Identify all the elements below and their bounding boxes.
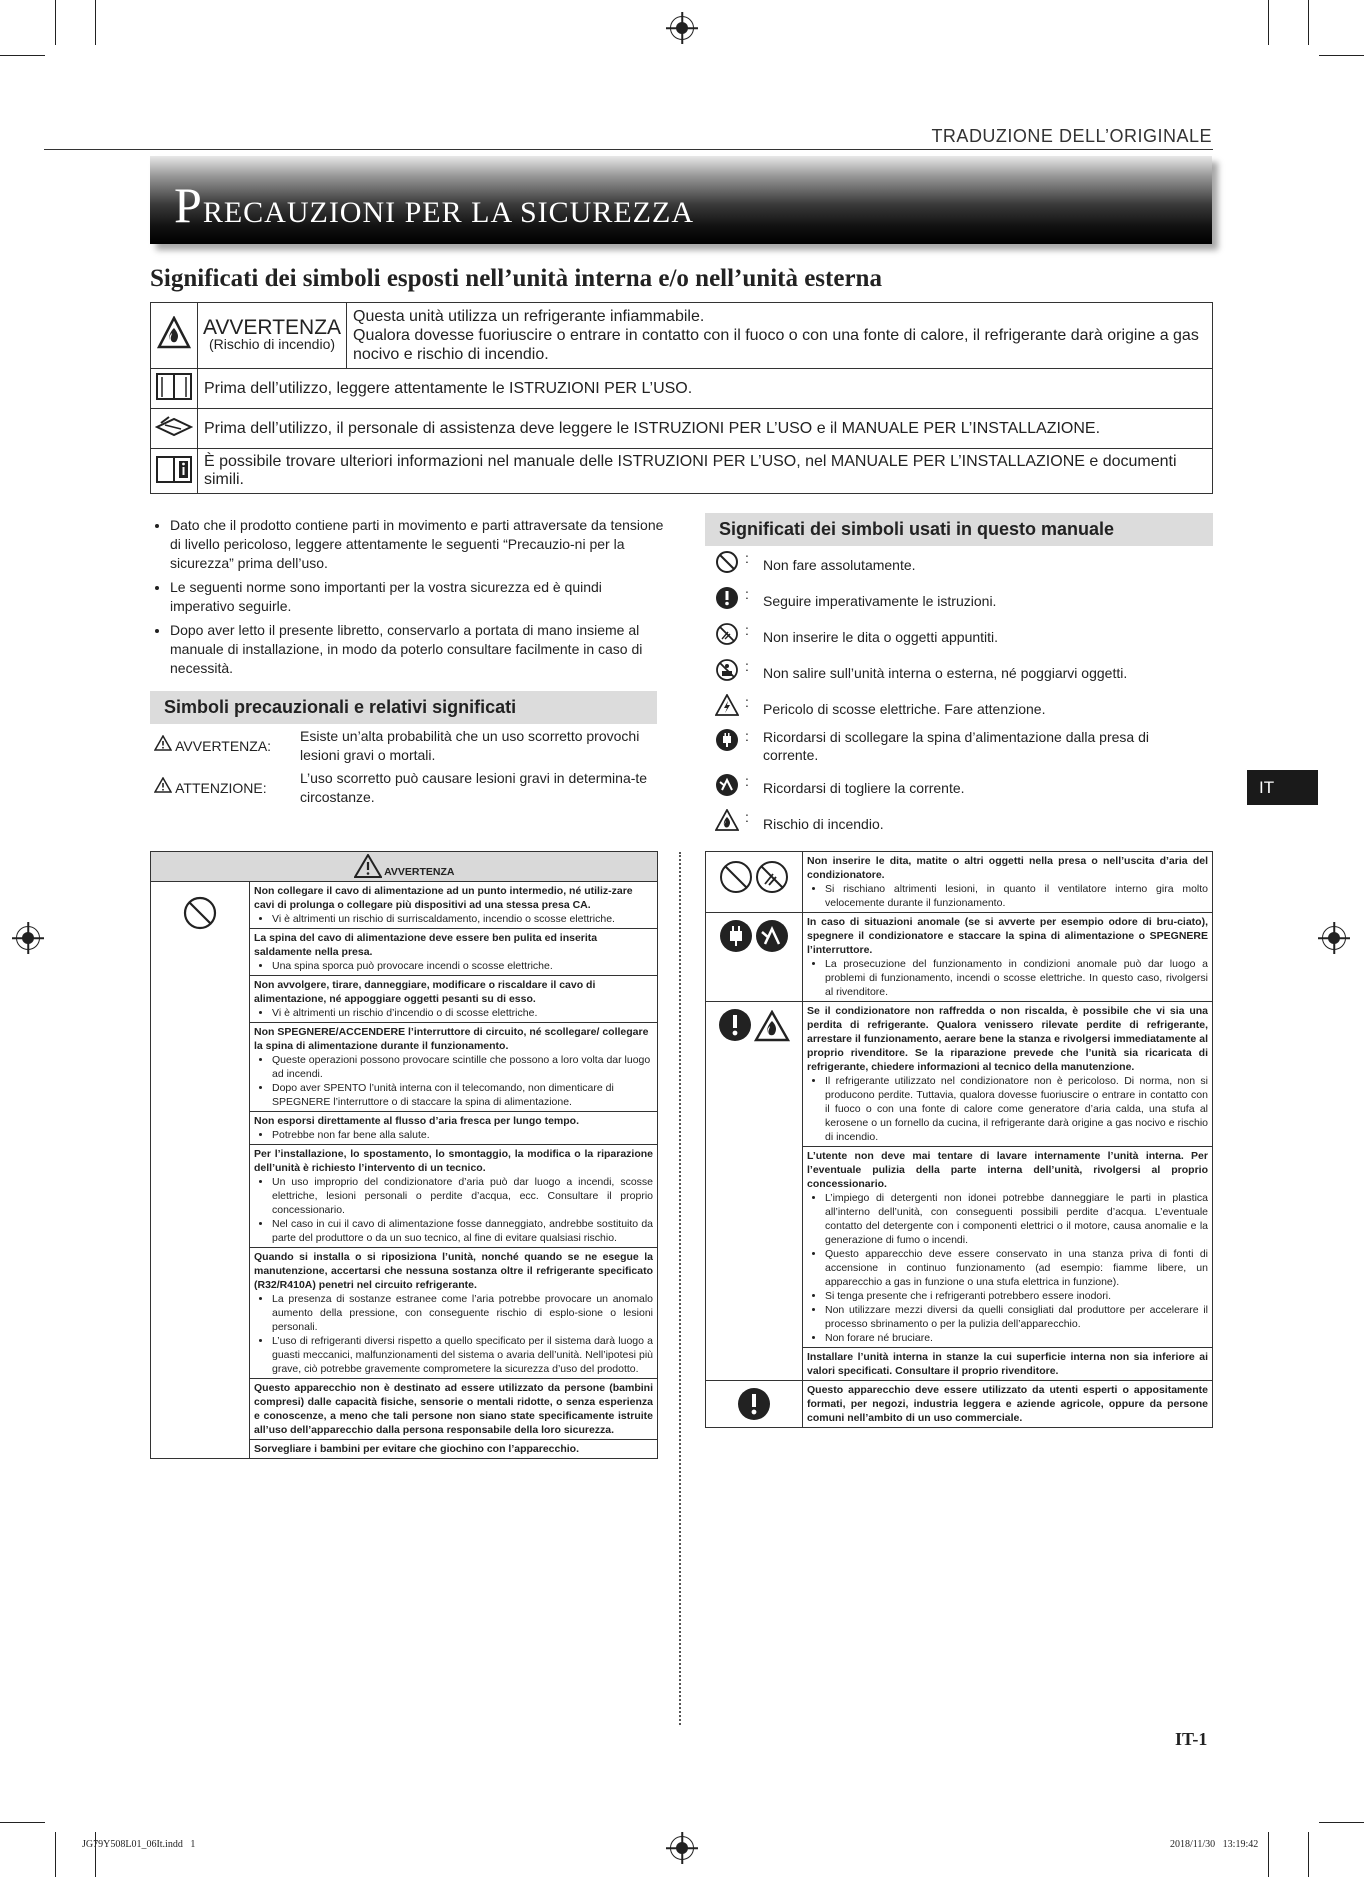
warning-item: Installare l’unità interna in stanze la cui superficie interna non sia inferiore ai valori specificati. Consultare il proprio rivenditore. — [803, 1348, 1213, 1381]
warning-item: In caso di situazioni anomale (se si avverte per esempio odore di bru-ciato), spegnere il condizionatore e staccare la spina di alimentazione o SPEGNERE l’interruttore. • La prosecuzione del funzionamento in condizioni anomale può dar luogo a problemi di funzionamento, incendi o scosse elettriche. In questo caso, rivolgersi al rivenditore. — [803, 913, 1213, 1002]
registration-mark-icon — [670, 1836, 694, 1860]
footer-timestamp: 2018/11/30 13:19:42 — [1170, 1839, 1259, 1850]
crop-mark — [1268, 1832, 1269, 1877]
list-item: : Non inserire le dita o oggetti appuntiti. — [715, 622, 1195, 649]
icon-cell — [706, 852, 803, 913]
crop-mark — [95, 0, 96, 45]
table-row — [151, 409, 1213, 449]
warning-item: Non SPEGNERE/ACCENDERE l’interruttore di circuito, né scollegare/ collegare la spina di alimentazione durante il funzionamento. • Queste operazioni possono provocare scintille che possono a loro volta dar luogo ad incendi. • Dopo aver SPENTO l’unità interna con il telecomando, non dimenticare di SPEGNERE l’interruttore o di staccare la spina di alimentazione. — [250, 1023, 658, 1112]
fire-warning-cell — [151, 303, 198, 369]
more-info-text: È possibile trovare ulteriori informazioni nel manuale delle ISTRUZIONI PER L’USO, nel MANUALE PER L’INSTALLAZIONE e documenti simili. — [198, 449, 1213, 494]
crop-mark — [55, 0, 56, 45]
crop-mark — [1319, 55, 1364, 56]
table-row — [151, 369, 1213, 409]
page-number: IT-1 — [1175, 1729, 1208, 1749]
list-item: • Le seguenti norme sono importanti per la vostra sicurezza ed è quindi imperativo seguirle. — [170, 578, 670, 616]
unplug-icon — [719, 919, 753, 953]
warning-header: AVVERTENZA — [151, 852, 658, 882]
fire-risk-icon — [715, 809, 739, 831]
mandatory-icon — [718, 1008, 752, 1042]
intro-bullet-list — [150, 516, 670, 683]
avvertenza-text: Esiste un’alta probabilità che un uso scorretto provochi lesioni gravi o mortali. — [300, 728, 640, 763]
list-item: : Seguire imperativamente le istruzioni. — [715, 586, 1195, 613]
manual-symbols-list — [715, 550, 1195, 843]
warning-item: Se il condizionatore non raffredda o non riscalda, è possibile che vi sia una perdita di refrigerante. Qualora venissero rilevate perdite di refrigerante, arrestare il funzionamento, aerare bene la stanza e rivolgersi immediatamente al proprio rivenditore. Se la riparazione prevede che l’unità sia ricaricata di refrigerante, chiedere informazioni al tecnico della manutenzione. • Il refrigerante utilizzato nel condizionatore non è pericoloso. Di norma, non si producono perdite. Tuttavia, qualora dovesse fuoriuscire o entrare in contatto con il fuoco o con una fonte di calore come generatore d’aria calda, una stufa al kerosene o un fornello da cucina, il refrigerante darà origine a gas nocivo e rischio di incendio. — [803, 1002, 1213, 1147]
flammable-text: Questa unità utilizza un refrigerante infiammabile. — [353, 308, 705, 325]
column-divider — [679, 852, 681, 1725]
read-manual-text: Prima dell’utilizzo, leggere attentamente le ISTRUZIONI PER L’USO. — [198, 369, 1213, 409]
no-fingers-icon — [755, 860, 789, 894]
info-manual-icon — [155, 454, 193, 484]
warning-item: Quando si installa o si riposiziona l’unità, nonché quando se ne esegue la manutenzione, accertarsi che nessuna sostanza oltre il refrigerante specificato (R32/R410A) penetri nel circuito refrigerante. • La presenza di sostanze estranee come l’aria potrebbe provocare un anomalo aumento della pressione, con conseguente rischio di esplo-sione o lesioni personali. • L’uso di refrigeranti diversi rispetto a quello specificato per il sistema darà luogo a guasti meccanici, malfunzionamenti del sistema o avaria dell’unità. Nell’ipotesi più grave, ciò potrebbe gravemente comprometere la sicurezza d’uso del prodotto. — [250, 1248, 658, 1379]
list-item: : Non salire sull’unità interna o esterna, né poggiarvi oggetti. — [715, 658, 1195, 685]
list-item: : Rischio di incendio. — [715, 809, 1195, 834]
prohibited-cell — [151, 882, 250, 1459]
warning-item: La spina del cavo di alimentazione deve essere ben pulita ed inserita saldamente nella presa. • Una spina sporca può provocare incendi o scosse elettriche. — [250, 929, 658, 976]
symbols-section-title: Significati dei simboli esposti nell’unità interna e/o nell’unità esterna — [150, 265, 882, 292]
warning-item: L’utente non deve mai tentare di lavare internamente l’unità interna. Per l’eventuale pulizia della parte interna dell’unità, rivolgersi al proprio concessionario. • L’impiego di detergenti non idonei potrebbe danneggiare le parti in plastica all’interno dell’unità, con conseguenti possibili perdite d’acqua. L’eventuale contatto del detergente con i componenti elettrici o il motore, causa anomalie e la generazione di fumo o incendi. • Questo apparecchio deve essere conservato in una stanza priva di fonti di accensione in continuo funzionamento (ad esempio: fiamme libere, un apparecchio a gas in funzione o una stufa elettrica in funzione). • Si tenga presente che i refrigeranti potrebbero essere inodori. • Non utilizzare mezzi diversi da quelli consigliati dal produttore per accelerare il processo sbrinamento o per la pulizia dell’apparecchio. • Non forare né bruciare. — [803, 1147, 1213, 1348]
list-item: : Non fare assolutamente. — [715, 550, 1195, 577]
power-off-icon — [715, 773, 739, 797]
crop-mark — [1308, 1832, 1309, 1877]
table-row — [706, 852, 1213, 913]
unplug-icon — [715, 728, 739, 752]
table-row — [151, 852, 658, 882]
list-item: : Pericolo di scosse elettriche. Fare attenzione. — [715, 694, 1195, 719]
warning-item: Sorvegliare i bambini per evitare che giochino con l’apparecchio. — [250, 1440, 658, 1459]
header-label: TRADUZIONE DELL’ORIGINALE — [931, 126, 1212, 146]
table-row — [151, 449, 1213, 494]
warning-triangle-icon — [154, 777, 172, 793]
crop-mark — [1319, 1822, 1364, 1823]
warning-triangle-icon — [154, 735, 172, 751]
precaution-item — [154, 727, 654, 807]
crop-mark — [0, 1822, 45, 1823]
table-row — [706, 913, 1213, 1002]
fire-risk-icon — [754, 1010, 790, 1042]
no-climb-icon — [715, 658, 739, 682]
list-item: • Dato che il prodotto contiene parti in movimento e parti attraversate da tensione di livello pericoloso, leggere attentamente le seguenti “Precauzio-ni per la sicurezza” prima dell’uso. — [170, 516, 670, 573]
service-manual-icon — [155, 413, 193, 439]
crop-mark — [0, 55, 45, 56]
crop-mark — [1308, 0, 1309, 45]
table-row — [151, 303, 1213, 369]
table-row — [706, 1002, 1213, 1147]
icon-cell — [706, 913, 803, 1002]
prohibited-icon — [719, 860, 753, 894]
fire-risk-sublabel: (Rischio di incendio) — [208, 335, 336, 352]
warning-triangle-icon — [354, 854, 382, 878]
electric-shock-icon — [715, 694, 739, 716]
mandatory-icon — [737, 1387, 771, 1421]
precaution-symbols-heading: Simboli precauzionali e relativi significati — [150, 691, 657, 724]
warning-item: Non collegare il cavo di alimentazione ad un punto intermedio, né utiliz-zare cavi di prolunga o collegare più dispositivi ad una stessa presa CA. • Vi è altrimenti un rischio di surriscaldamento, incendio o scosse elettriche. — [250, 882, 658, 929]
avvertenza-label: AVVERTENZA — [202, 315, 342, 339]
list-item: : Ricordarsi di togliere la corrente. — [715, 773, 1195, 800]
language-tab: IT — [1247, 770, 1318, 805]
warning-item: Questo apparecchio deve essere utilizzato da utenti esperti o appositamente formati, per negozi, industria leggera e aziende agricole, oppure da persone comuni nell’ambito di un uso commerciale. — [803, 1381, 1213, 1428]
warning-item: Questo apparecchio non è destinato ad essere utilizzato da persone (bambini compresi) dalle capacità fisiche, sensorie o mentali ridotte, o senza esperienza e conoscenze, a meno che tali persone non siano state specificamente istruite all’uso dell’apparecchio dalla persona responsabile della loro sicurezza. — [250, 1379, 658, 1440]
warning-item: Non inserire le dita, matite o altri oggetti nella presa o nell’uscita d’aria del condizionatore. • Si rischiano altrimenti lesioni, in quanto il ventilatore interno gira molto velocemente durante il funzionamento. — [803, 852, 1213, 913]
no-fingers-icon — [715, 622, 739, 646]
registration-mark-icon — [670, 16, 694, 40]
manual-symbols-heading: Significati dei simboli usati in questo manuale — [705, 513, 1213, 546]
service-manual-text: Prima dell’utilizzo, il personale di assistenza deve leggere le ISTRUZIONI PER L’USO e il MANUALE PER L’INSTALLAZIONE. — [198, 409, 1213, 449]
icon-cell — [706, 1381, 803, 1428]
attenzione-text: L’uso scorretto può causare lesioni gravi in determina-te circostanze. — [300, 770, 648, 805]
header-rule — [44, 149, 1213, 150]
registration-mark-icon — [1322, 926, 1346, 950]
warning-item: Non avvolgere, tirare, danneggiare, modificare o riscaldare il cavo di alimentazione, né appoggiare oggetti pesanti su di esso. • Vi è altrimenti un rischio d’incendio o di scosse elettriche. — [250, 976, 658, 1023]
prohibited-icon — [183, 896, 217, 930]
warning-item: Non esporsi direttamente al flusso d’aria fresca per lungo tempo. • Potrebbe non far bene alla salute. — [250, 1112, 658, 1145]
footer-filename: JG79Y508L01_06It.indd 1 — [82, 1839, 196, 1850]
read-manual-icon — [155, 371, 193, 401]
table-row — [706, 1381, 1213, 1428]
prohibited-icon — [715, 550, 739, 574]
warning-table-right — [705, 851, 1213, 1428]
mandatory-icon — [715, 586, 739, 610]
crop-mark — [55, 1832, 56, 1877]
table-row — [151, 882, 658, 929]
power-off-icon — [755, 919, 789, 953]
warning-table-left — [150, 851, 658, 1459]
icon-cell — [706, 1002, 803, 1381]
avvertenza-label: AVVERTENZA: — [175, 738, 272, 754]
warning-item: Per l’installazione, lo spostamento, lo smontaggio, la modifica o la riparazione dell’unità è richiesto l’intervento di un tecnico. • Un uso improprio del condizionatore d’aria può dar luogo a incendi, scosse elettriche, lesioni personali o perdite d’acqua, ecc. Consultare il proprio concessionario. • Nel caso in cui il cavo di alimentazione fosse danneggiato, andrebbe sostituito da parte del produttore o da un suo tecnico, al fine di evitare qualsiasi rischio. — [250, 1145, 658, 1248]
flammable-detail: Qualora dovesse fuoriuscire o entrare in contatto con il fuoco o con una fonte di calore, il refrigerante darà origine a gas nocivo e rischio di incendio. — [353, 327, 1199, 363]
attenzione-label: ATTENZIONE: — [175, 780, 267, 796]
title-banner — [150, 156, 1212, 244]
fire-risk-icon — [157, 316, 191, 350]
crop-mark — [1268, 0, 1269, 45]
page-title: PRECAUZIONI PER LA SICUREZZA — [174, 177, 694, 233]
symbols-table — [150, 302, 1213, 494]
registration-mark-icon — [16, 926, 40, 950]
list-item: • Dopo aver letto il presente libretto, conservarlo a portata di mano insieme al manuale di installazione, in modo da poterlo consultare facilmente in caso di necessità. — [170, 621, 670, 678]
list-item: : Ricordarsi di scollegare la spina d’alimentazione dalla presa di corrente. — [715, 728, 1195, 764]
